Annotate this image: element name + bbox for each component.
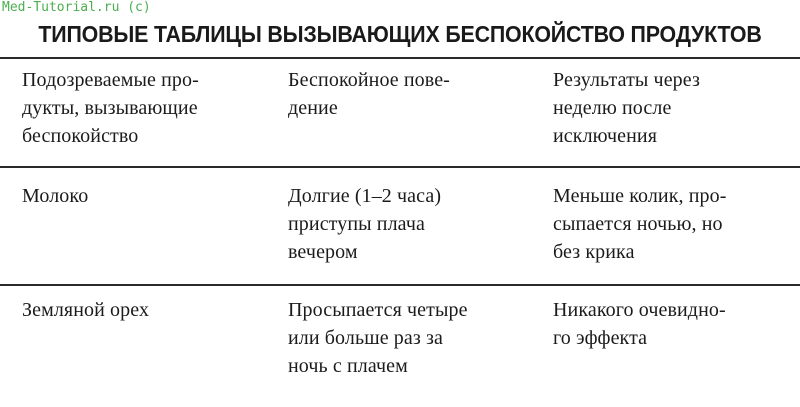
table-row-rule (0, 284, 800, 286)
table-cell: Земляной орех (22, 299, 150, 321)
header-cell-products: Подозреваемые про- дукты, вызывающие беспокойство (22, 69, 199, 147)
table-cell: Меньше колик, про- сыпается ночью, но без крика (553, 185, 727, 263)
table-header-rule (0, 166, 800, 168)
table-top-rule (0, 57, 800, 59)
watermark: Med-Tutorial.ru (c) (2, 0, 151, 15)
table-cell: Молоко (22, 185, 89, 207)
page-title: ТИПОВЫЕ ТАБЛИЦЫ ВЫЗЫВАЮЩИХ БЕСПОКОЙСТВО ПРОДУКТОВ (38, 21, 762, 47)
header-cell-behavior: Беспокойное пове- дение (288, 69, 450, 119)
table-cell: Просыпается четыре или больше раз за ночь с плачем (288, 299, 468, 377)
table-cell: Долгие (1–2 часа) приступы плача вечером (288, 185, 442, 263)
table-cell: Никакого очевидно- го эффекта (553, 299, 726, 349)
header-cell-results: Результаты через неделю после исключения (553, 69, 701, 147)
